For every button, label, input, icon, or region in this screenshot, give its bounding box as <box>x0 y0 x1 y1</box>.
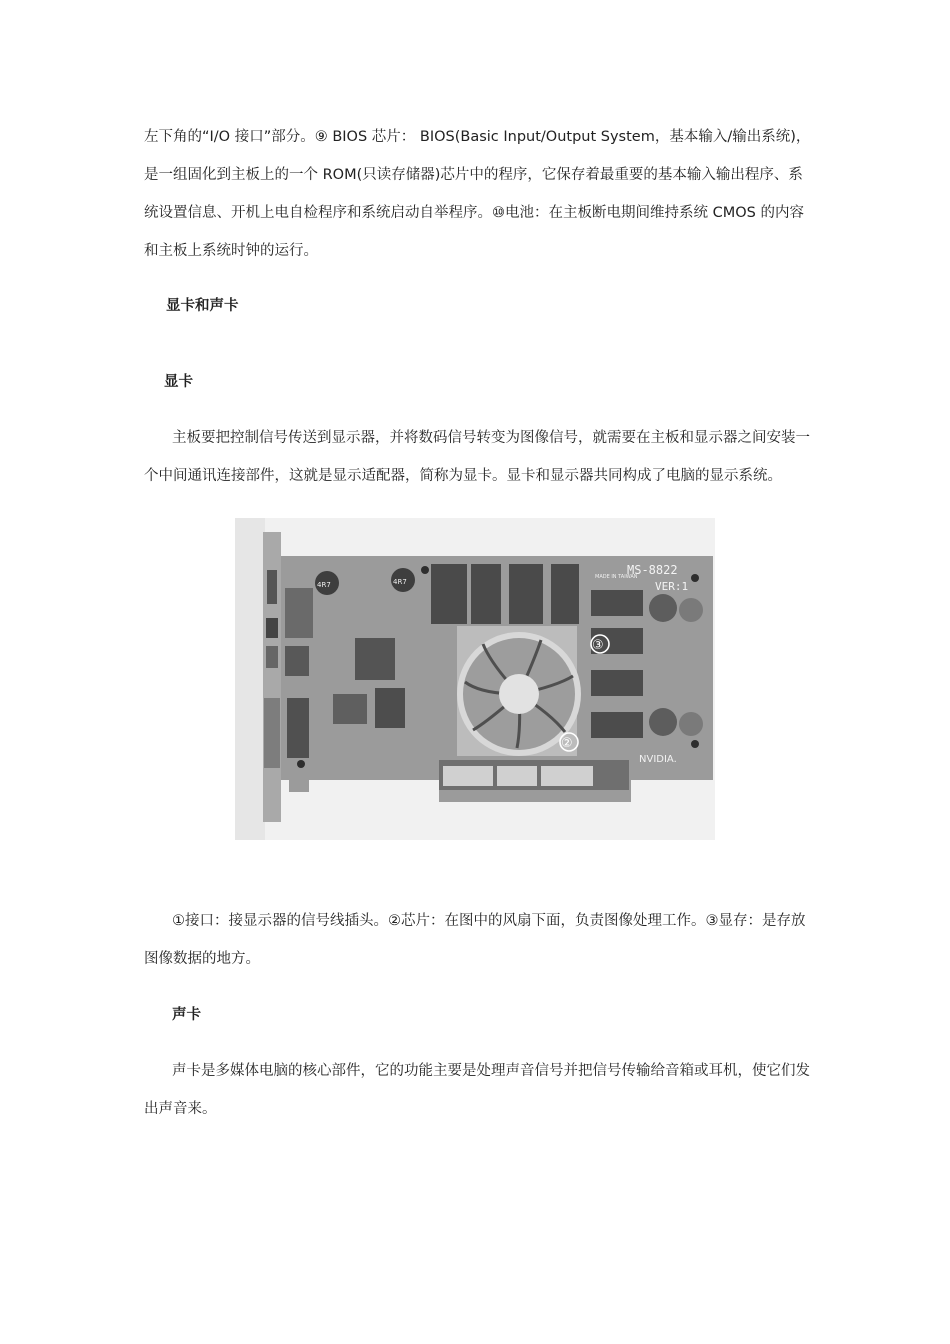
bios-paragraph-line-4: 和主板上系统时钟的运行。 <box>144 243 318 259</box>
marker-3: ③ <box>592 638 604 653</box>
section-heading: 显卡和声卡 <box>166 298 239 314</box>
sound-paragraph-line-2: 出声音来。 <box>144 1101 217 1117</box>
marker-2: ② <box>561 736 573 751</box>
board-brand-label: NVIDIA. <box>639 754 677 765</box>
bios-paragraph-line-3: 统设置信息、开机上电自检程序和系统启动自举程序。⑩电池：在主板断电期间维持系统 CMOS 的内容 <box>144 205 804 221</box>
board-made-label: MADE IN TAIWAN <box>595 574 638 580</box>
board-version-label: VER:1 <box>655 580 689 593</box>
parts-paragraph-line-1: ①接口：接显示器的信号线插头。②芯片：在图中的风扇下面，负责图像处理工作。③显存：是存放 <box>172 913 806 929</box>
board-model-label: MS-8822 <box>627 563 678 577</box>
gpu-paragraph-line-2: 个中间通讯连接部件，这就是显示适配器，简称为显卡。显卡和显示器共同构成了电脑的显示系统。 <box>144 468 782 484</box>
inductor-label-1: 4R7 <box>317 581 331 589</box>
gpu-paragraph-line-1: 主板要把控制信号传送到显示器，并将数码信号转变为图像信号，就需要在主板和显示器之间安装一 <box>172 430 810 446</box>
sound-card-heading: 声卡 <box>172 1007 201 1023</box>
bios-paragraph-line-2: 是一组固化到主板上的一个 ROM(只读存储器)芯片中的程序，它保存着最重要的基本输入输出程序、系 <box>144 167 803 183</box>
inductor-label-2: 4R7 <box>393 578 407 586</box>
parts-paragraph-line-2: 图像数据的地方。 <box>144 951 260 967</box>
gpu-heading: 显卡 <box>164 374 193 390</box>
graphics-card-photo <box>235 518 715 840</box>
sound-paragraph-line-1: 声卡是多媒体电脑的核心部件，它的功能主要是处理声音信号并把信号传输给音箱或耳机，使它们发 <box>172 1063 810 1079</box>
bios-paragraph-line-1: 左下角的“I/O 接口”部分。⑨ BIOS 芯片： BIOS(Basic Input/Output System，基本输入/输出系统)， <box>144 129 811 145</box>
